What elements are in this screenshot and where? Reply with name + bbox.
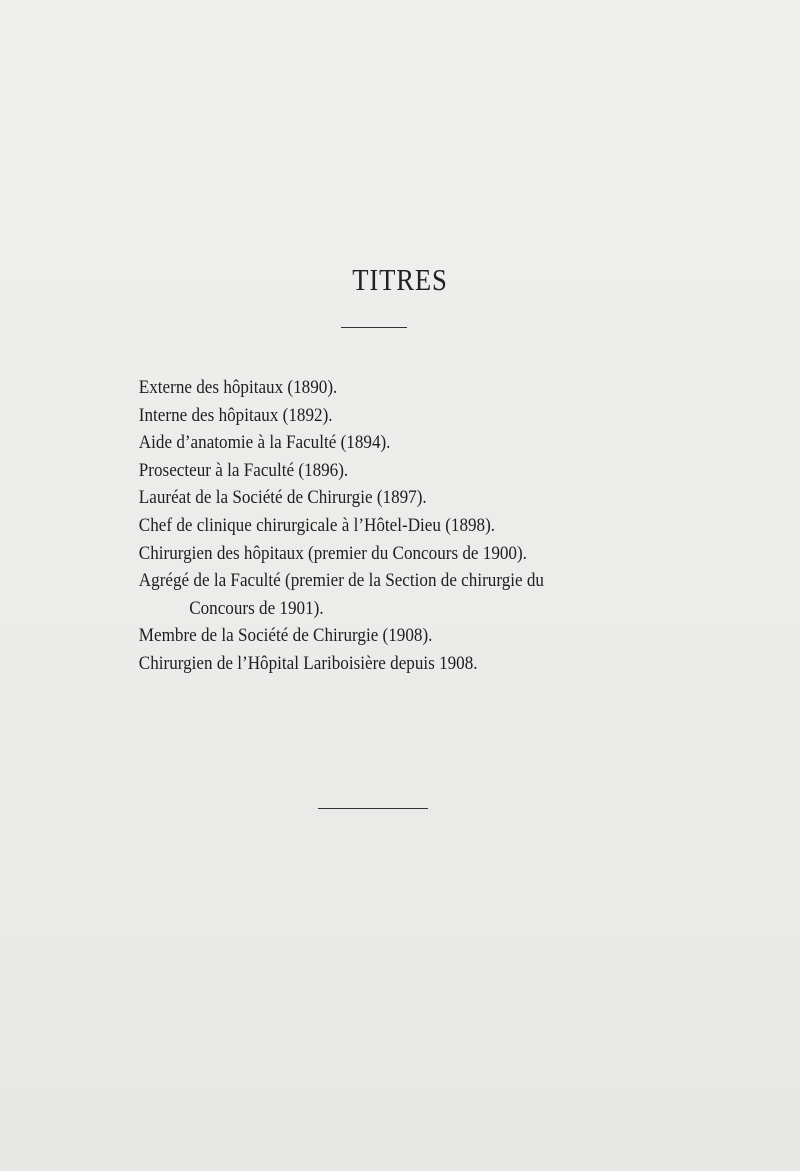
list-item	[138, 650, 700, 678]
list-item	[138, 457, 700, 485]
list-item-text: Lauréat de la Société de Chirurgie (1897).	[138, 487, 427, 509]
list-item	[138, 429, 700, 457]
list-item	[138, 622, 700, 650]
list-item-text: Prosecteur à la Faculté (1896).	[138, 459, 349, 481]
page-title: TITRES	[352, 262, 448, 297]
list-item-text: Agrégé de la Faculté (premier de la Section de chirurgie du	[138, 570, 544, 592]
closing-divider	[318, 808, 428, 809]
list-item	[138, 512, 700, 540]
list-item	[138, 374, 700, 402]
list-item-continuation-text: Concours de 1901).	[189, 597, 324, 619]
list-item-text: Membre de la Société de Chirurgie (1908).	[138, 625, 433, 647]
list-item-text: Externe des hôpitaux (1890).	[138, 377, 338, 398]
list-item-text: Chef de clinique chirurgicale à l’Hôtel-Dieu (1898).	[138, 514, 496, 536]
list-item	[138, 540, 700, 568]
list-item-text: Chirurgien de l’Hôpital Lariboisière depuis 1908.	[138, 652, 478, 674]
list-item-text: Aide d’anatomie à la Faculté (1894).	[138, 432, 391, 454]
titles-list	[138, 374, 700, 678]
title-underline-divider	[341, 327, 407, 328]
list-item	[138, 484, 700, 512]
list-item	[138, 402, 700, 430]
list-item	[138, 567, 713, 622]
list-item-text: Chirurgien des hôpitaux (premier du Concours de 1900).	[138, 542, 527, 564]
list-item-text: Interne des hôpitaux (1892).	[138, 404, 333, 426]
